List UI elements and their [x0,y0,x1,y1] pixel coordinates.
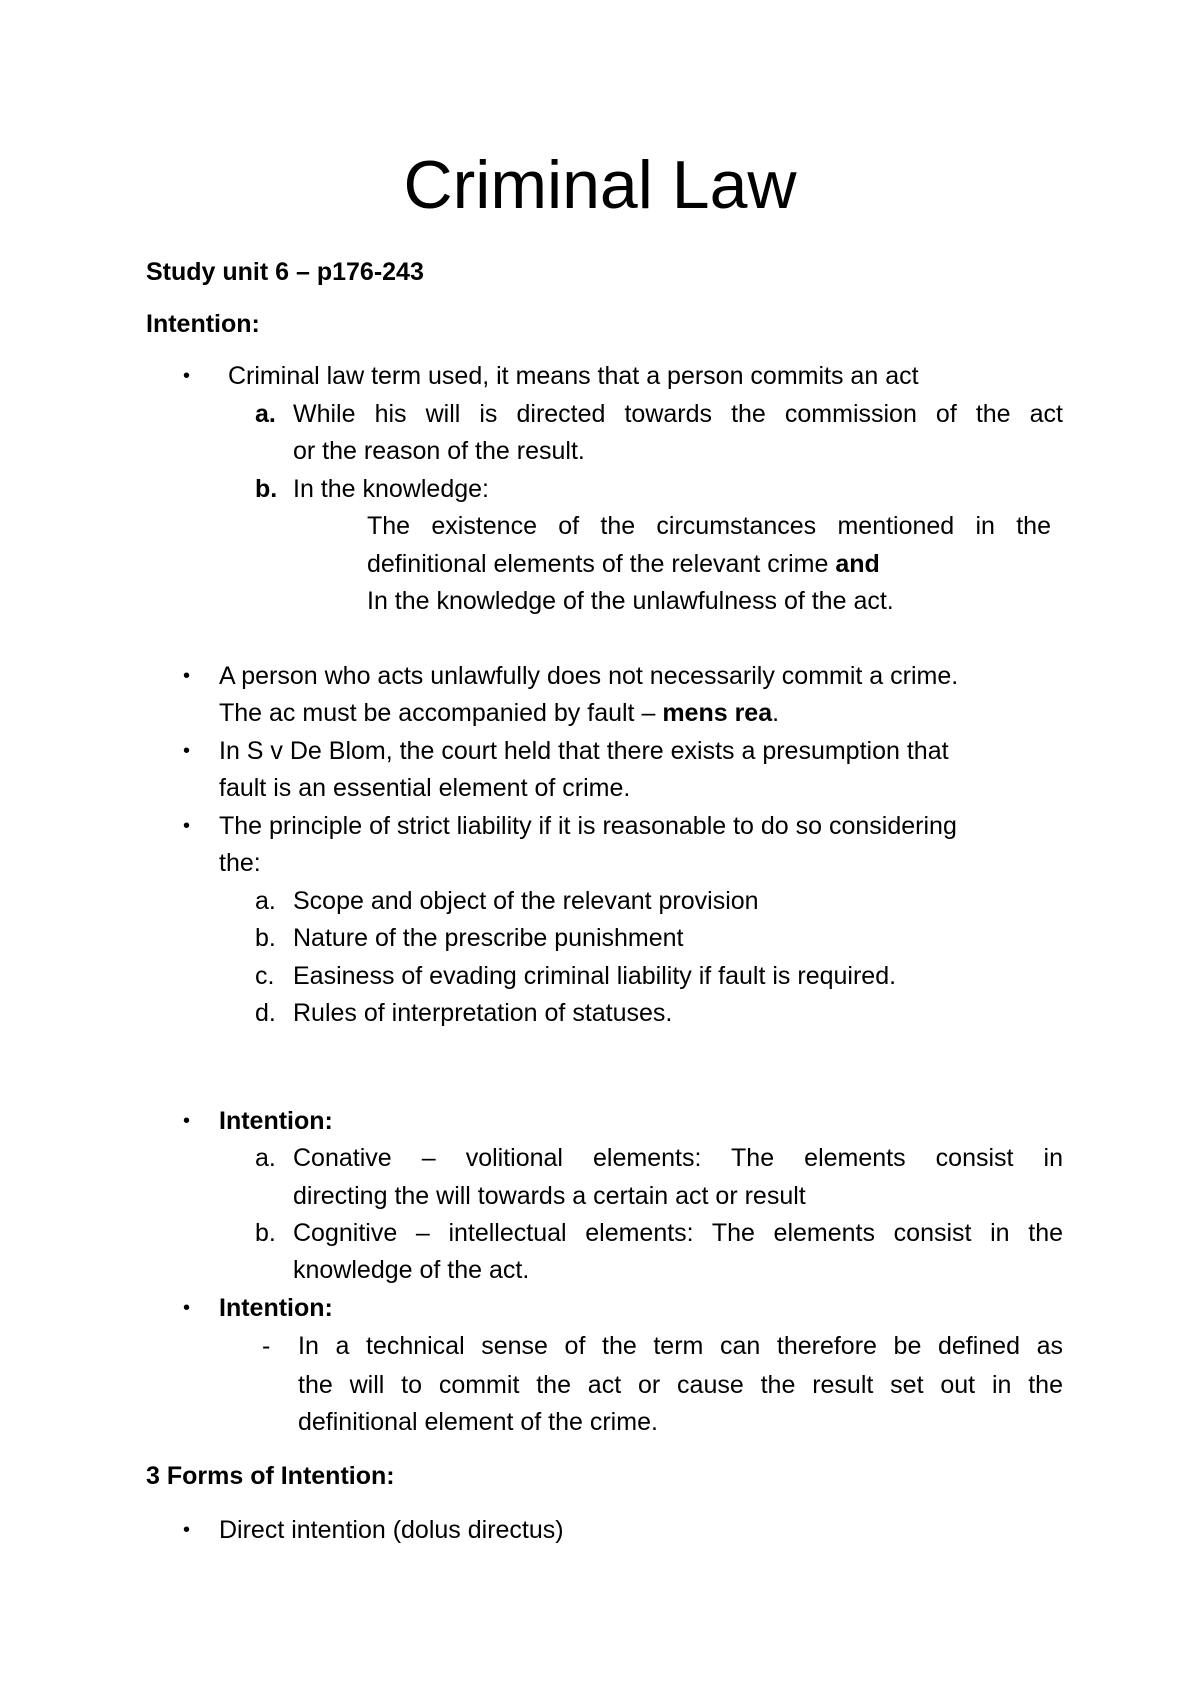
bullet5-a-line1: Conative – volitional elements: The elements consist in [293,1144,1063,1172]
forms-heading: 3 Forms of Intention: [146,1462,395,1490]
bullet1-a-line2: or the reason of the result. [293,437,585,465]
list-label: b. [255,475,278,503]
bullet1-sub-line3: In the knowledge of the unlawfulness of the act. [367,587,894,615]
bullet6-line2: the will to commit the act or cause the result set out in the [298,1371,1063,1399]
bullet-icon: • [183,1297,191,1319]
bullet-icon: • [183,815,191,837]
bullet4-line1: The principle of strict liability if it is reasonable to do so considering [219,812,957,840]
list-item: Nature of the prescribe punishment [293,924,684,952]
list-label: a. [255,400,276,428]
intention-heading: Intention: [146,310,260,338]
bullet3-line1: In S v De Blom, the court held that there exists a presumption that [219,737,949,765]
bullet3-line2: fault is an essential element of crime. [219,774,631,802]
bullet1-sub-line2 [367,549,880,580]
list-label: c. [255,962,275,990]
bullet1-b-text: In the knowledge: [293,475,489,503]
bullet-icon: • [183,1110,191,1132]
list-item: Rules of interpretation of statuses. [293,999,673,1027]
bullet5-b-line1: Cognitive – intellectual elements: The elements consist in the [293,1219,1063,1247]
bullet6-line3: definitional element of the crime. [298,1408,658,1436]
list-label: a. [255,887,276,915]
bullet5-b-line2: knowledge of the act. [293,1256,530,1284]
bullet-icon: • [183,665,191,687]
study-unit-heading: Study unit 6 – p176-243 [146,258,424,286]
list-label: a. [255,1144,276,1172]
bullet6-line1: In a technical sense of the term can therefore be defined as [298,1332,1063,1360]
bullet5-a-line2: directing the will towards a certain act or result [293,1182,806,1210]
bullet-icon: • [183,365,191,387]
list-label: b. [255,1219,276,1247]
list-label: d. [255,999,276,1027]
bullet2-line2-end: . [772,699,780,727]
bullet6-heading: Intention: [219,1294,333,1322]
bullet-icon: • [183,740,191,762]
bullet1-a-line1: While his will is directed towards the commission of the act [293,400,1063,428]
bullet1-text: Criminal law term used, it means that a person commits an act [228,362,919,390]
list-item: Easiness of evading criminal liability if fault is required. [293,962,897,990]
bullet5-heading: Intention: [219,1107,333,1135]
bullet2-line2 [219,698,779,729]
bullet1-sub-line1: The existence of the circumstances mentioned in the [367,512,1051,540]
dash-marker: - [262,1332,271,1360]
page-title: Criminal Law [403,147,797,223]
bullet1-sub-line2-text: definitional elements of the relevant crime [367,550,829,578]
bullet2-line2-bold: mens rea [662,699,773,727]
bullet-icon: • [183,1519,191,1541]
list-label: b. [255,924,276,952]
bullet2-line2-text: The ac must be accompanied by fault – [219,699,656,727]
list-item: Scope and object of the relevant provision [293,887,759,915]
bullet1-sub-line2-bold: and [835,550,880,578]
bullet4-line2: the: [219,849,261,877]
bullet7-text: Direct intention (dolus directus) [219,1516,564,1544]
bullet2-line1: A person who acts unlawfully does not necessarily commit a crime. [219,662,959,690]
